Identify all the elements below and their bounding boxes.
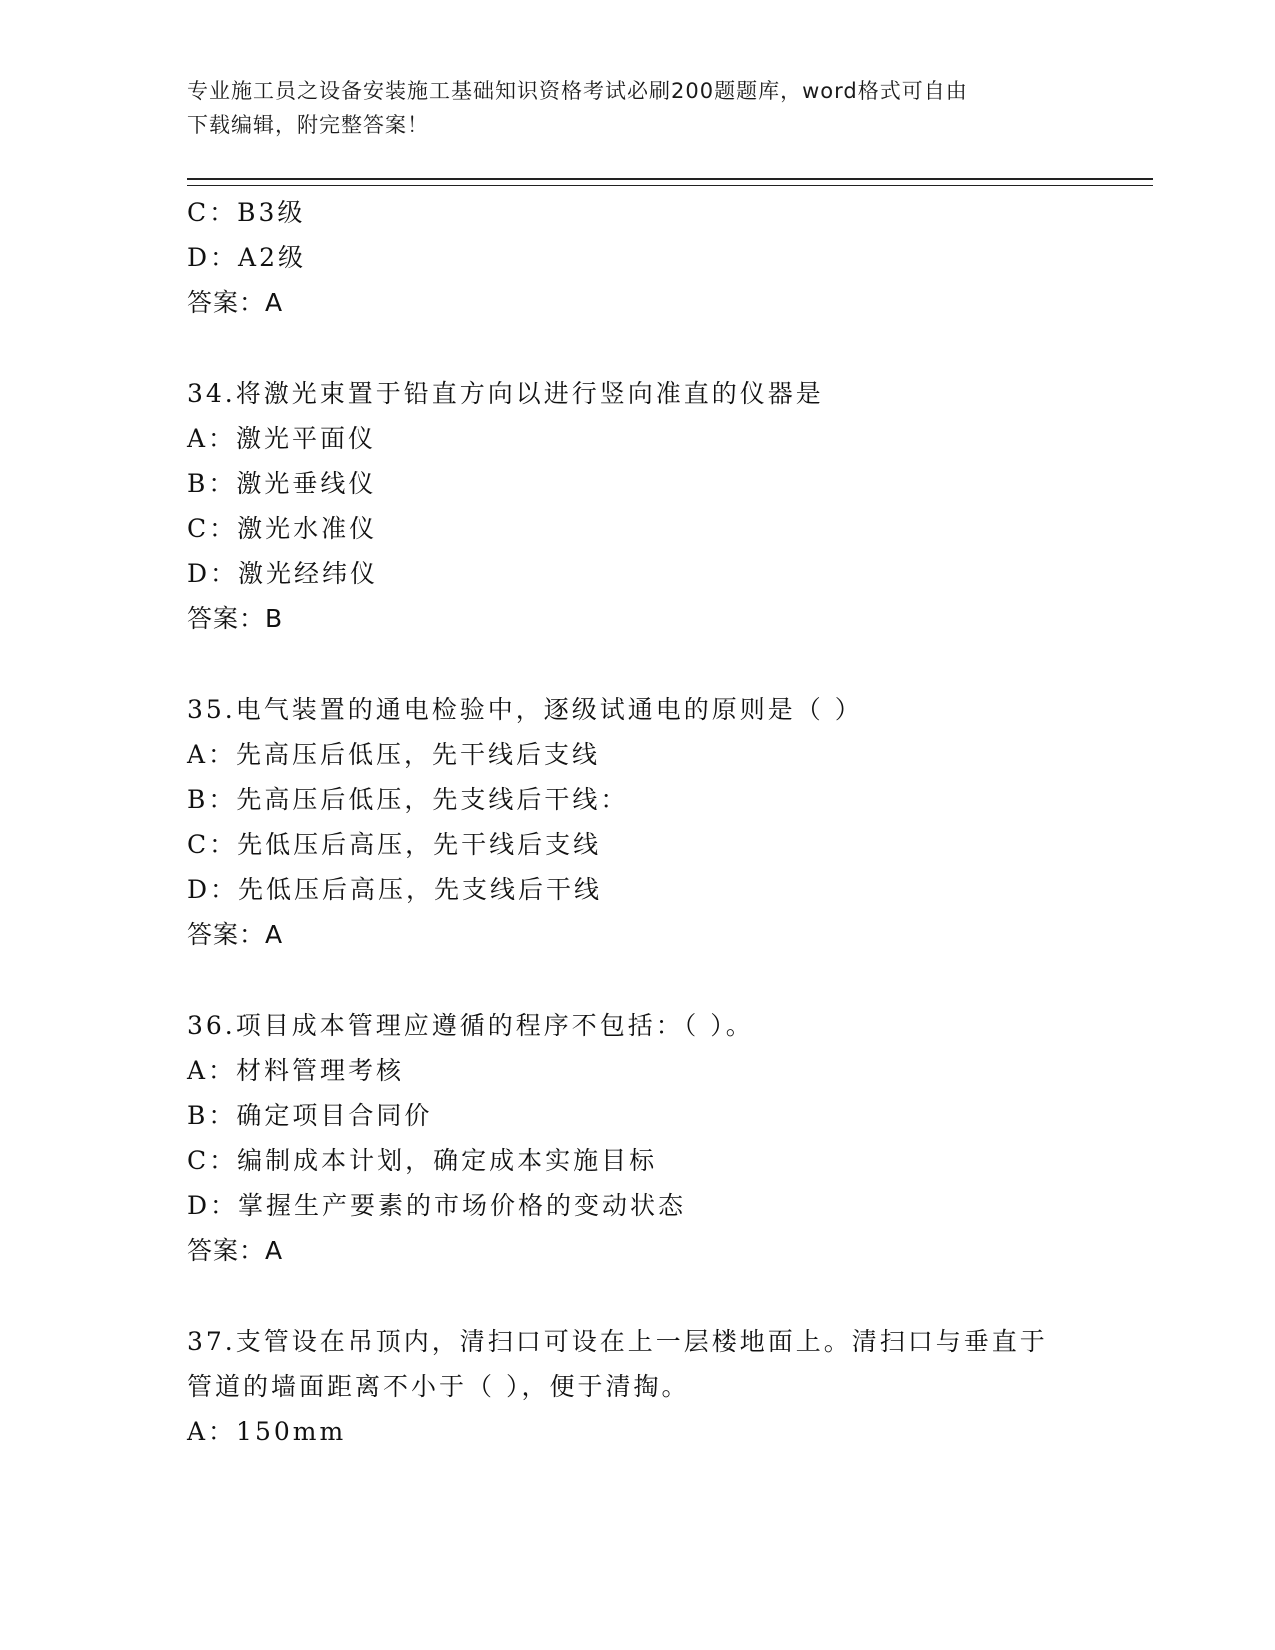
spacer [187,325,1087,371]
question-37 [187,1319,1087,1454]
option-c: C：B3级 [187,198,306,227]
header-divider [187,178,1153,186]
option-c: C：编制成本计划，确定成本实施目标 [187,1146,658,1175]
question-36 [187,1003,1087,1273]
spacer [187,1273,1087,1319]
question-text: 36.项目成本管理应遵循的程序不包括：（ ）。 [187,1011,754,1040]
question-35 [187,687,1087,957]
question-text: 35.电气装置的通电检验中，逐级试通电的原则是（ ） [187,695,863,724]
answer: 答案：A [187,288,284,317]
option-b: B：确定项目合同价 [187,1101,433,1130]
option-a: A：材料管理考核 [187,1056,405,1085]
option-c: C：先低压后高压，先干线后支线 [187,830,602,859]
option-b: B：先高压后低压，先支线后干线： [187,785,629,814]
answer: 答案：A [187,1236,284,1265]
option-d: D：A2级 [187,243,307,272]
spacer [187,641,1087,687]
option-a: A：150mm [187,1417,347,1446]
option-a: A：先高压后低压，先干线后支线 [187,740,601,769]
option-c: C：激光水准仪 [187,514,378,543]
question-text: 34.将激光束置于铅直方向以进行竖向准直的仪器是 [187,379,824,408]
answer: 答案：A [187,920,284,949]
option-a: A：激光平面仪 [187,424,377,453]
header-title-line-1: 专业施工员之设备安装施工基础知识资格考试必刷200题题库，word格式可自由 [187,79,968,103]
option-d: D：先低压后高压，先支线后干线 [187,875,603,904]
spacer [187,957,1087,1003]
option-b: B：激光垂线仪 [187,469,377,498]
document-body [187,190,1087,1454]
option-d: D：掌握生产要素的市场价格的变动状态 [187,1191,687,1220]
question-34 [187,371,1087,641]
question-33-tail [187,190,1087,325]
question-text-line-2: 管道的墙面距离不小于（ ），便于清掏。 [187,1372,690,1401]
header-title-line-2: 下载编辑，附完整答案！ [187,113,429,137]
question-text-line-1: 37.支管设在吊顶内，清扫口可设在上一层楼地面上。清扫口与垂直于 [187,1327,1048,1356]
option-d: D：激光经纬仪 [187,559,379,588]
answer: 答案：B [187,604,284,633]
document-header [187,74,1087,142]
